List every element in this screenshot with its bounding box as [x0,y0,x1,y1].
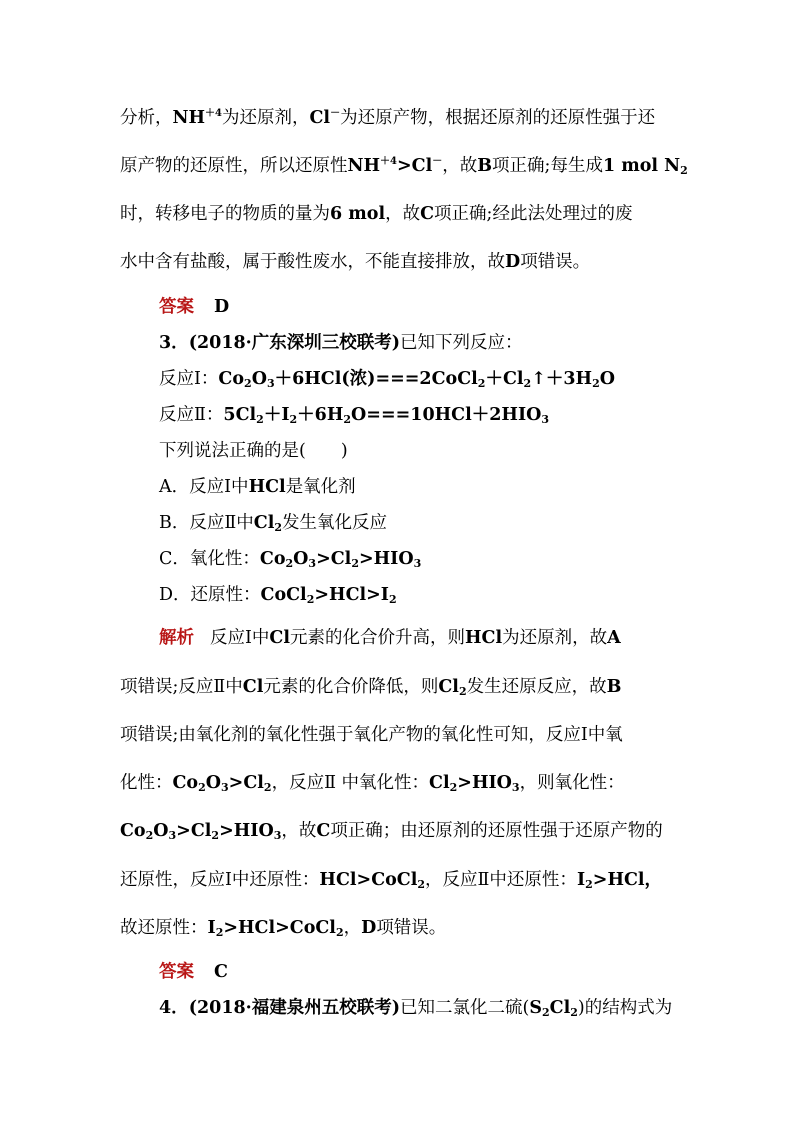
analysis-label: 解析 [159,628,194,648]
q3-ask [159,437,348,462]
text: ，则氧化性： [519,773,625,793]
formula: O [293,549,309,569]
formula: Co [120,821,146,841]
text: B．反应Ⅱ中 [159,513,254,533]
text: 时，转移电子的物质的量为 [120,204,330,224]
subscript: 2 [256,413,264,426]
text: 项错误。 [520,252,591,272]
text: 分析， [120,108,173,128]
text: 元素的化合价降低，则 [263,677,439,697]
formula: HCl>CoCl [319,870,418,890]
analysis3-line-1 [159,624,621,649]
formula: >HIO [219,821,274,841]
formula: 5Cl [223,405,257,425]
q3-option-a [159,473,356,498]
option-letter: B [477,156,493,176]
option-letter: A [607,628,621,648]
text: )的结构式为 [577,998,673,1018]
subscript: 3 [308,557,317,570]
subscript: 2 [417,878,426,891]
superscript: － [330,108,341,119]
formula: >HCl>CoCl [223,918,336,938]
text: 水中含有盐酸，属于酸性废水，不能直接排放，故 [120,252,505,272]
formula: O [251,369,267,389]
subscript: 2 [289,413,298,426]
text: ，故 [281,821,317,841]
subscript: 2 [215,926,224,939]
formula: O [153,821,169,841]
subscript: 2 [351,557,359,570]
q3-option-d [159,581,397,606]
text: 原产物的还原性，所以还原性 [120,156,348,176]
option-letter: D [361,918,377,938]
formula: HCl [248,477,286,497]
option-letter: C [420,204,435,224]
subscript: 2 [542,1006,550,1019]
formula: ↑＋3H [531,369,593,389]
analysis-prev-line-1 [120,104,655,129]
subscript: 2 [306,593,315,606]
analysis3-line-6 [120,866,662,891]
subscript: 2 [343,413,352,426]
subscript: 2 [592,377,600,390]
q3-option-c [159,545,421,570]
formula: HCl [465,628,503,648]
subscript: 2 [198,781,206,794]
text: ， [343,918,362,938]
text: 为还原产物，根据还原剂的还原性强于还 [340,108,656,128]
text: ，故 [442,156,478,176]
analysis3-line-4 [120,769,625,794]
formula: Cl [438,677,459,697]
text: 项正确;每生成 [492,156,603,176]
subscript: 3 [221,781,229,794]
formula: Cl [429,773,450,793]
text: 反应Ⅱ： [159,405,224,425]
answer-3 [159,958,228,983]
text: 发生还原反应，故 [466,677,607,697]
formula: >Cl [176,821,212,841]
formula: NH [172,108,206,128]
subscript: 2 [570,1006,578,1019]
answer-label: 答案 [159,297,194,317]
text: 已知二氯化二硫( [400,998,530,1018]
subscript: 3 [511,781,520,794]
answer-label: 答案 [159,962,194,982]
formula: O===10HCl＋2HIO [351,405,542,425]
superscript: ＋4 [380,156,397,167]
superscript: ＋4 [205,108,222,119]
formula: >Cl [228,773,264,793]
text: 项正确;经此法处理过的废 [434,204,633,224]
question-number: 3． [159,333,189,353]
text: 下列说法正确的是( ) [159,441,348,461]
answer-value: D [214,297,230,317]
formula: CoCl [260,585,307,605]
subscript: 2 [585,878,593,891]
analysis-prev-line-4 [120,248,590,273]
formula: ＋6HCl(浓)===2CoCl [274,369,478,389]
text: 反应Ⅰ： [159,369,219,389]
text: 还原性，反应Ⅰ中还原性： [120,870,320,890]
subscript: 2 [211,829,220,842]
q3-reaction-1 [159,365,615,390]
text: 已知下列反应： [400,333,523,353]
text: 为还原剂，故 [502,628,608,648]
formula: >Cl [397,156,433,176]
text: ，反应Ⅱ 中氧化性： [271,773,430,793]
text: 项错误;反应Ⅱ中 [120,677,243,697]
analysis-prev-line-3 [120,200,632,225]
subscript: 2 [285,557,294,570]
text: D．还原性： [159,585,261,605]
formula: >HIO [358,549,414,569]
subscript: 2 [274,521,282,534]
analysis3-line-5 [120,817,663,842]
formula: >Cl [316,549,352,569]
formula: >HIO [457,773,512,793]
subscript: 2 [680,164,688,177]
q4-stem [159,994,672,1019]
analysis3-line-3 [120,721,623,746]
text: 故还原性： [120,918,208,938]
subscript: 3 [541,413,550,426]
formula: ＋6H [297,405,344,425]
subscript: 3 [266,377,275,390]
q3-stem [159,329,523,354]
text: 项正确；由还原剂的还原性强于还原产物的 [330,821,663,841]
q3-option-b [159,509,387,534]
formula: Co [218,369,245,389]
text: ，故 [385,204,421,224]
option-letter: C [316,821,331,841]
formula: O [599,369,615,389]
answer-2 [159,293,229,318]
analysis-prev-line-2 [120,152,688,177]
option-letter: D [505,252,521,272]
formula: Cl [549,998,571,1018]
subscript: 2 [523,377,532,390]
text: 元素的化合价升高，则 [290,628,465,648]
text: C．氧化性： [159,549,260,569]
analysis3-line-2 [120,673,621,698]
formula: >HCl， [592,870,663,890]
analysis3-line-7 [120,914,446,939]
text: 是氧化剂 [285,477,356,497]
subscript: 2 [335,926,344,939]
formula: Co [172,773,199,793]
formula: NH [347,156,381,176]
text: 项错误;由氧化剂的氧化性强于氧化产物的氧化性可知，反应Ⅰ中氧 [120,725,623,745]
answer-value: C [214,962,228,982]
formula: Cl [253,513,275,533]
formula: Co [259,549,286,569]
text: 化性： [120,773,173,793]
subscript: 3 [273,829,282,842]
subscript: 2 [263,781,272,794]
formula: ＋Cl [485,369,524,389]
formula: >HCl>I [314,585,389,605]
formula: O [205,773,222,793]
formula: Cl [269,628,290,648]
formula: S [529,998,543,1018]
text: 为还原剂， [222,108,310,128]
question-source: (2018·福建泉州五校联考) [188,998,401,1018]
text: 反应Ⅰ中 [210,628,270,648]
q3-reaction-2 [159,401,549,426]
subscript: 2 [389,593,397,606]
subscript: 2 [458,685,467,698]
superscript: － [432,156,443,167]
formula: I [576,870,586,890]
formula: ＋I [263,405,290,425]
option-letter: B [606,677,622,697]
question-source: (2018·广东深圳三校联考) [188,333,401,353]
formula: 1 mol N [602,156,681,176]
subscript: 2 [477,377,486,390]
formula: Cl [242,677,264,697]
formula: Cl [309,108,331,128]
subscript: 2 [145,829,154,842]
text: 发生氧化反应 [282,513,387,533]
text: ，反应Ⅱ中还原性： [425,870,577,890]
formula: I [207,918,216,938]
text: 项错误。 [376,918,447,938]
question-number: 4． [159,998,189,1018]
subscript: 2 [244,377,252,390]
subscript: 3 [168,829,177,842]
subscript: 3 [413,557,422,570]
text: A．反应Ⅰ中 [159,477,249,497]
formula: 6 mol [330,204,386,224]
subscript: 2 [449,781,458,794]
